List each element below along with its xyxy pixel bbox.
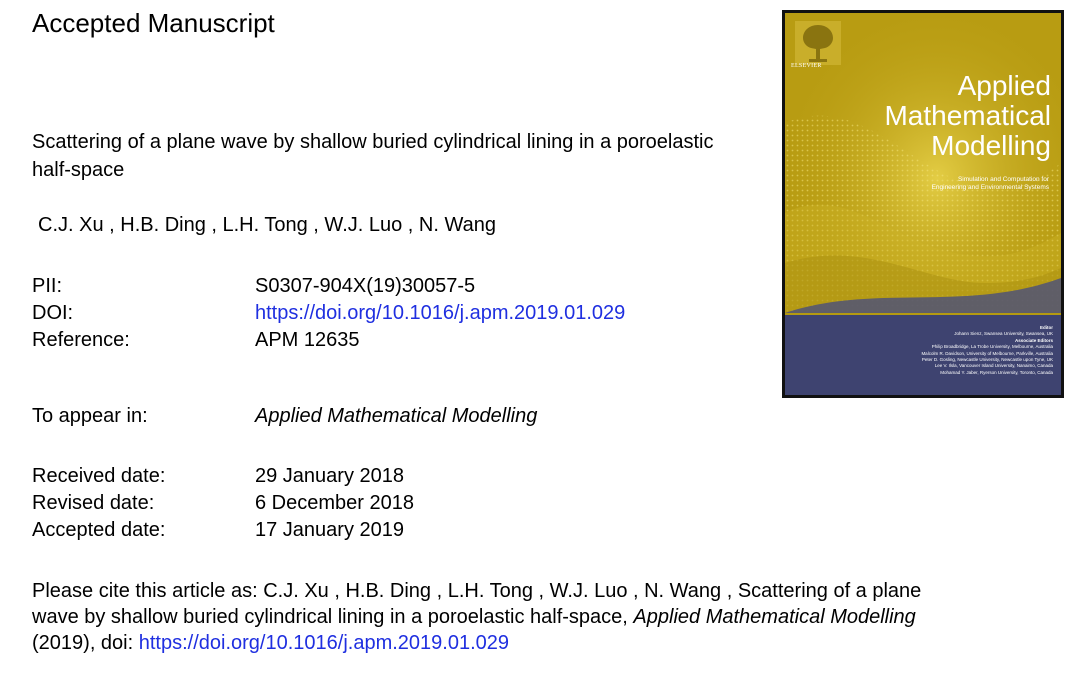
pii-label: PII: — [32, 275, 63, 297]
received-date-label: Received date: — [32, 465, 166, 487]
associate-editor-5: Mohamad Y. Jaber, Ryerson University, Toronto, Canada — [940, 369, 1053, 375]
cover-editors — [921, 325, 1053, 376]
journal-cover — [782, 10, 1064, 398]
article-title: Scattering of a plane wave by shallow buried cylindrical lining in a poroelastic half-space — [32, 131, 714, 181]
cover-title-line-3: Modelling — [931, 130, 1051, 161]
journal-cover-inner — [785, 13, 1061, 395]
revised-date-label: Revised date: — [32, 492, 155, 514]
cover-title-line-1: Applied — [957, 70, 1051, 101]
revised-date-value: 6 December 2018 — [255, 492, 414, 514]
citation-line-3 — [32, 630, 1052, 656]
citation-journal: Applied Mathematical Modelling — [633, 606, 916, 628]
appear-in-journal: Applied Mathematical Modelling — [255, 405, 538, 427]
citation-doi-link[interactable]: https://doi.org/10.1016/j.apm.2019.01.029 — [138, 632, 510, 654]
doi-link[interactable]: https://doi.org/10.1016/j.apm.2019.01.029 — [255, 302, 626, 324]
cover-subtitle-line-2: Engineering and Environmental Systems — [931, 184, 1049, 191]
associate-editor-2: Malcolm R. Davidson, University of Melbourne, Parkville, Australia — [921, 350, 1053, 356]
citation-line-1: Please cite this article as: C.J. Xu , H.B. Ding , L.H. Tong , W.J. Luo , N. Wang , Scattering of a plane — [32, 580, 922, 602]
cover-title-line-2: Mathematical — [884, 100, 1051, 131]
publisher-name: ELSEVIER — [791, 63, 822, 69]
doi-label: DOI: — [32, 302, 74, 324]
associate-editor-4: Lee V. Ilsla, Vancouver Island University, Nanaimo, Canada — [934, 363, 1053, 369]
associate-editor-1: Philip Broadbridge, La Trobe University, Melbourne, Australia — [931, 344, 1053, 350]
citation-line-2-text: wave by shallow buried cylindrical lining in a poroelastic half-space, — [32, 606, 634, 628]
citation-paragraph — [32, 578, 1052, 656]
elsevier-tree-logo-icon — [795, 21, 841, 65]
cover-subtitle-line-1: Simulation and Computation for — [957, 176, 1049, 183]
reference-label: Reference: — [32, 329, 130, 351]
editor-name: Johann Sienz, Swansea University, Swansea, UK — [954, 331, 1053, 337]
article-authors: C.J. Xu , H.B. Ding , L.H. Tong , W.J. Luo , N. Wang — [38, 214, 496, 236]
accepted-date-label: Accepted date: — [32, 519, 166, 541]
cover-journal-title — [884, 71, 1051, 161]
appear-in-label: To appear in: — [32, 405, 148, 427]
pii-value: S0307-904X(19)30057-5 — [255, 275, 476, 297]
accepted-manuscript-heading: Accepted Manuscript — [32, 8, 275, 38]
citation-year: (2019), doi: — [32, 632, 139, 654]
associate-editor-3: Peter D. Gosling, Newcastle University, Newcastle upon Tyne, UK — [921, 357, 1053, 363]
associate-editors-heading: Associate Editors — [1014, 337, 1053, 343]
cover-subtitle — [899, 176, 1049, 192]
editor-heading: Editor — [1040, 325, 1053, 330]
citation-line-2 — [32, 604, 1052, 630]
accepted-date-value: 17 January 2019 — [255, 519, 405, 541]
reference-value: APM 12635 — [255, 329, 360, 351]
received-date-value: 29 January 2018 — [255, 465, 405, 487]
